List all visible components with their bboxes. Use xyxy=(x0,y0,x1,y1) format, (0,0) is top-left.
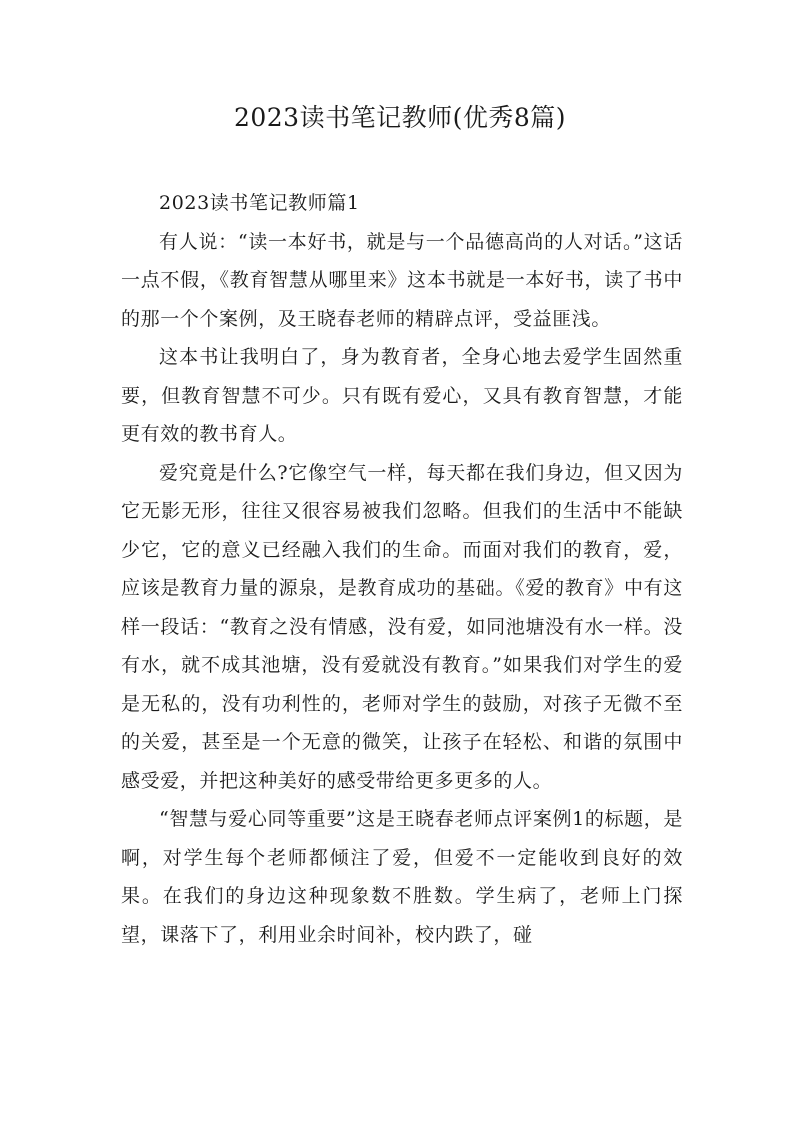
document-body xyxy=(121,184,683,954)
paragraph-2: 这本书让我明白了，身为教育者，全身心地去爱学生固然重要，但教育智慧不可少。只有既有爱心，又具有教育智慧，才能更有效的教书育人。 xyxy=(121,346,683,445)
section-heading: 2023读书笔记教师篇1 xyxy=(159,192,360,214)
paragraph-4: “智慧与爱心同等重要”这是王晓春老师点评案例1的标题，是啊，对学生每个老师都倾注了爱，但爱不一定能收到良好的效果。在我们的身边这种现象数不胜数。学生病了，老师上门探望，课落下了，利用业余时间补，校内跌了，碰 xyxy=(121,808,683,946)
paragraph-3: 爱究竟是什么?它像空气一样，每天都在我们身边，但又因为它无影无形，往往又很容易被我们忽略。但我们的生活中不能缺少它，它的意义已经融入我们的生命。而面对我们的教育，爱，应该是教育力量的源泉，是教育成功的基础。《爱的教育》中有这样一段话：“教育之没有情感，没有爱，如同池塘没有水一样。没有水，就不成其池塘，没有爱就没有教育。”如果我们对学生的爱是无私的，没有功利性的，老师对学生的鼓励，对孩子无微不至的关爱，甚至是一个无意的微笑，让孩子在轻松、和谐的氛围中感受爱，并把这种美好的感受带给更多更多的人。 xyxy=(121,461,683,792)
document-title: 2023读书笔记教师(优秀8篇) xyxy=(233,103,567,132)
paragraph-1: 有人说：“读一本好书，就是与一个品德高尚的人对话。”这话一点不假，《教育智慧从哪里来》这本书就是一本好书，读了书中的那一个个案例，及王晓春老师的精辟点评，受益匪浅。 xyxy=(121,230,683,330)
